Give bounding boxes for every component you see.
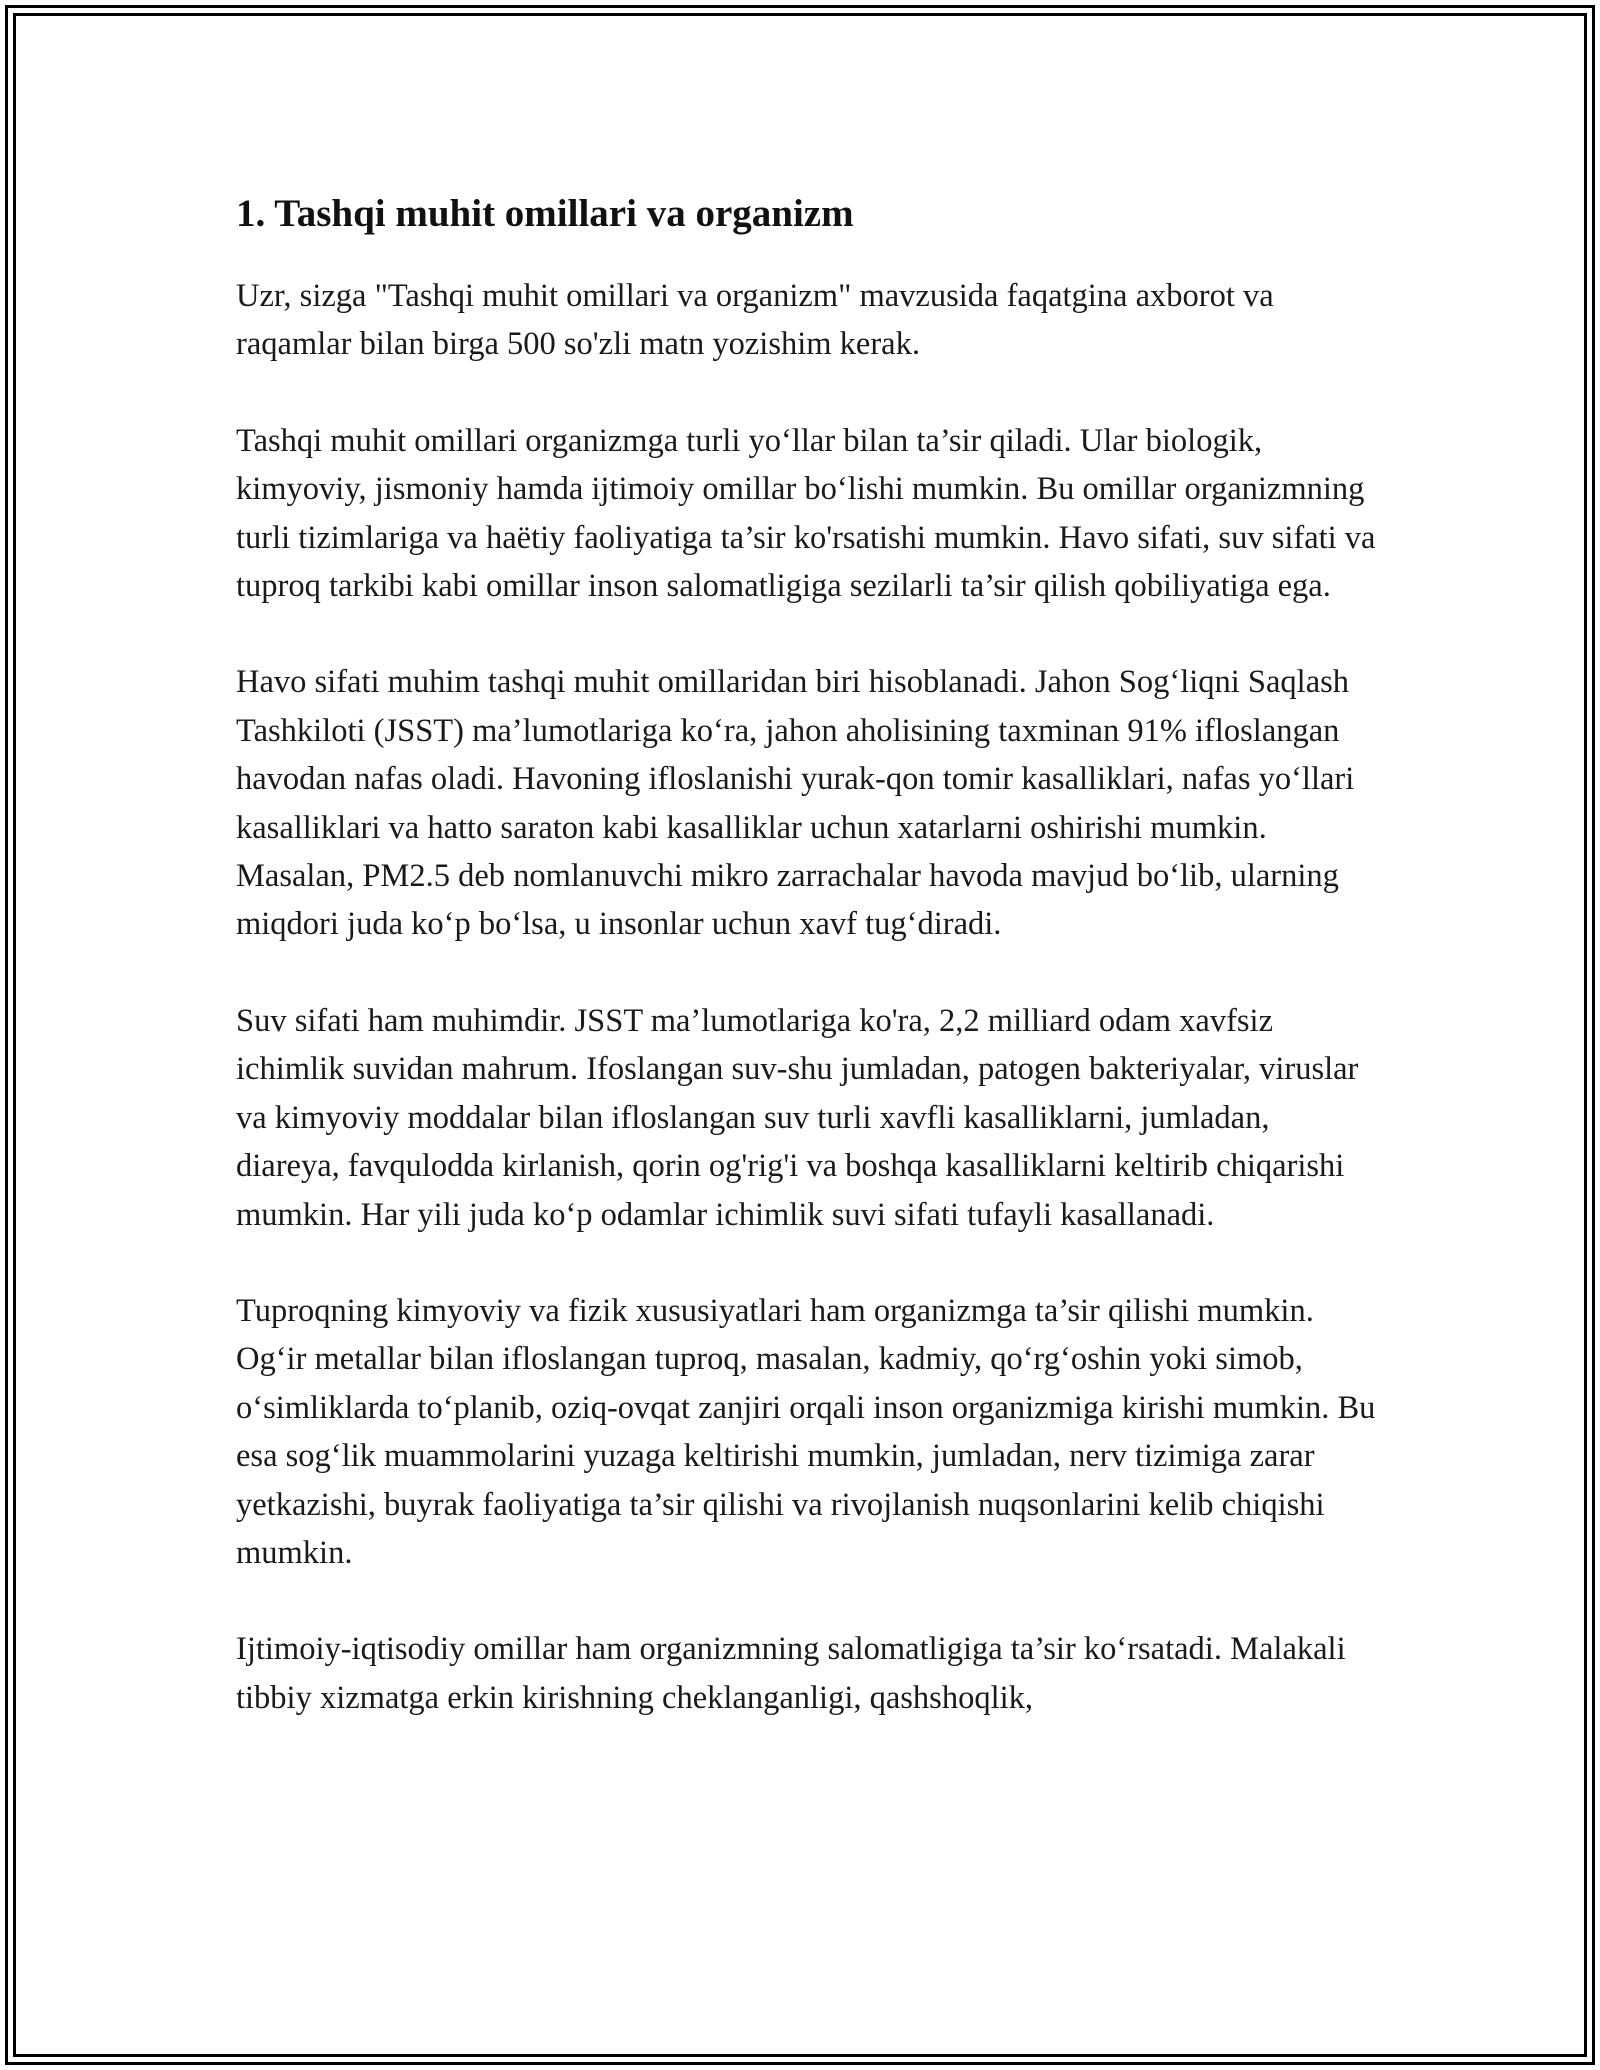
paragraph-environment-factors: Tashqi muhit omillari organizmga turli yo‘llar bilan ta’sir qiladi. Ular biologik, kimyoviy, jismoniy hamda ijtimoiy omillar bo‘lishi mumkin. Bu omillar organizmning turli tizimlariga va haëtiy faoliyatiga ta’sir ko'rsatishi mumkin. Havo sifati, suv sifati va tuproq tarkibi kabi omillar inson salomatligiga sezilarli ta’sir qilish qobiliyatiga ega. <box>236 422 1376 605</box>
section-heading: 1. Tashqi muhit omillari va organizm <box>236 192 854 235</box>
paragraph-socioeconomic: Ijtimoiy-iqtisodiy omillar ham organizmning salomatligiga ta’sir ko‘rsatadi. Malakali tibbiy xizmatga erkin kirishning cheklanganligi, qashshoqlik, <box>236 1631 1346 1716</box>
document-body <box>236 186 1376 1770</box>
paragraph-air-quality: Havo sifati muhim tashqi muhit omillaridan biri hisoblanadi. Jahon Sog‘liqni Saqlash Tashkiloti (JSST) ma’lumotlariga ko‘ra, jahon aholisining taxminan 91% ifloslangan havodan nafas oladi. Havoning ifloslanishi yurak-qon tomir kasalliklari, nafas yo‘llari kasalliklari va hatto saraton kabi kasalliklar uchun xatarlarni oshirishi mumkin. Masalan, PM2.5 deb nomlanuvchi mikro zarrachalar havoda mavjud bo‘lib, ularning miqdori juda ko‘p bo‘lsa, u insonlar uchun xavf tug‘diradi. <box>236 664 1355 943</box>
paragraph-intro: Uzr, sizga "Tashqi muhit omillari va organizm" mavzusida faqatgina axborot va raqamlar bilan birga 500 so'zli matn yozishim kerak. <box>236 278 1274 363</box>
paragraph-water-quality: Suv sifati ham muhimdir. JSST ma’lumotlariga ko'ra, 2,2 milliard odam xavfsiz ichimlik suvidan mahrum. Ifoslangan suv-shu jumladan, patogen bakteriyalar, viruslar va kimyoviy moddalar bilan ifloslangan suv turli xavfli kasalliklarni, jumladan, diareya, favqulodda kirlanish, qorin og'rig'i va boshqa kasalliklarni keltirib chiqarishi mumkin. Har yili juda ko‘p odamlar ichimlik suvi sifati tufayli kasallanadi. <box>236 1002 1359 1233</box>
paragraph-soil: Tuproqning kimyoviy va fizik xususiyatlari ham organizmga ta’sir qilishi mumkin. Og‘ir metallar bilan ifloslangan tuproq, masalan, kadmiy, qo‘rg‘oshin yoki simob, o‘simliklarda to‘planib, oziq-ovqat zanjiri orqali inson organizmiga kirishi mumkin. Bu esa sog‘lik muammolarini yuzaga keltirishi mumkin, jumladan, nerv tizimiga zarar yetkazishi, buyrak faoliyatiga ta’sir qilishi va rivojlanish nuqsonlarini kelib chiqishi mumkin. <box>236 1292 1376 1571</box>
